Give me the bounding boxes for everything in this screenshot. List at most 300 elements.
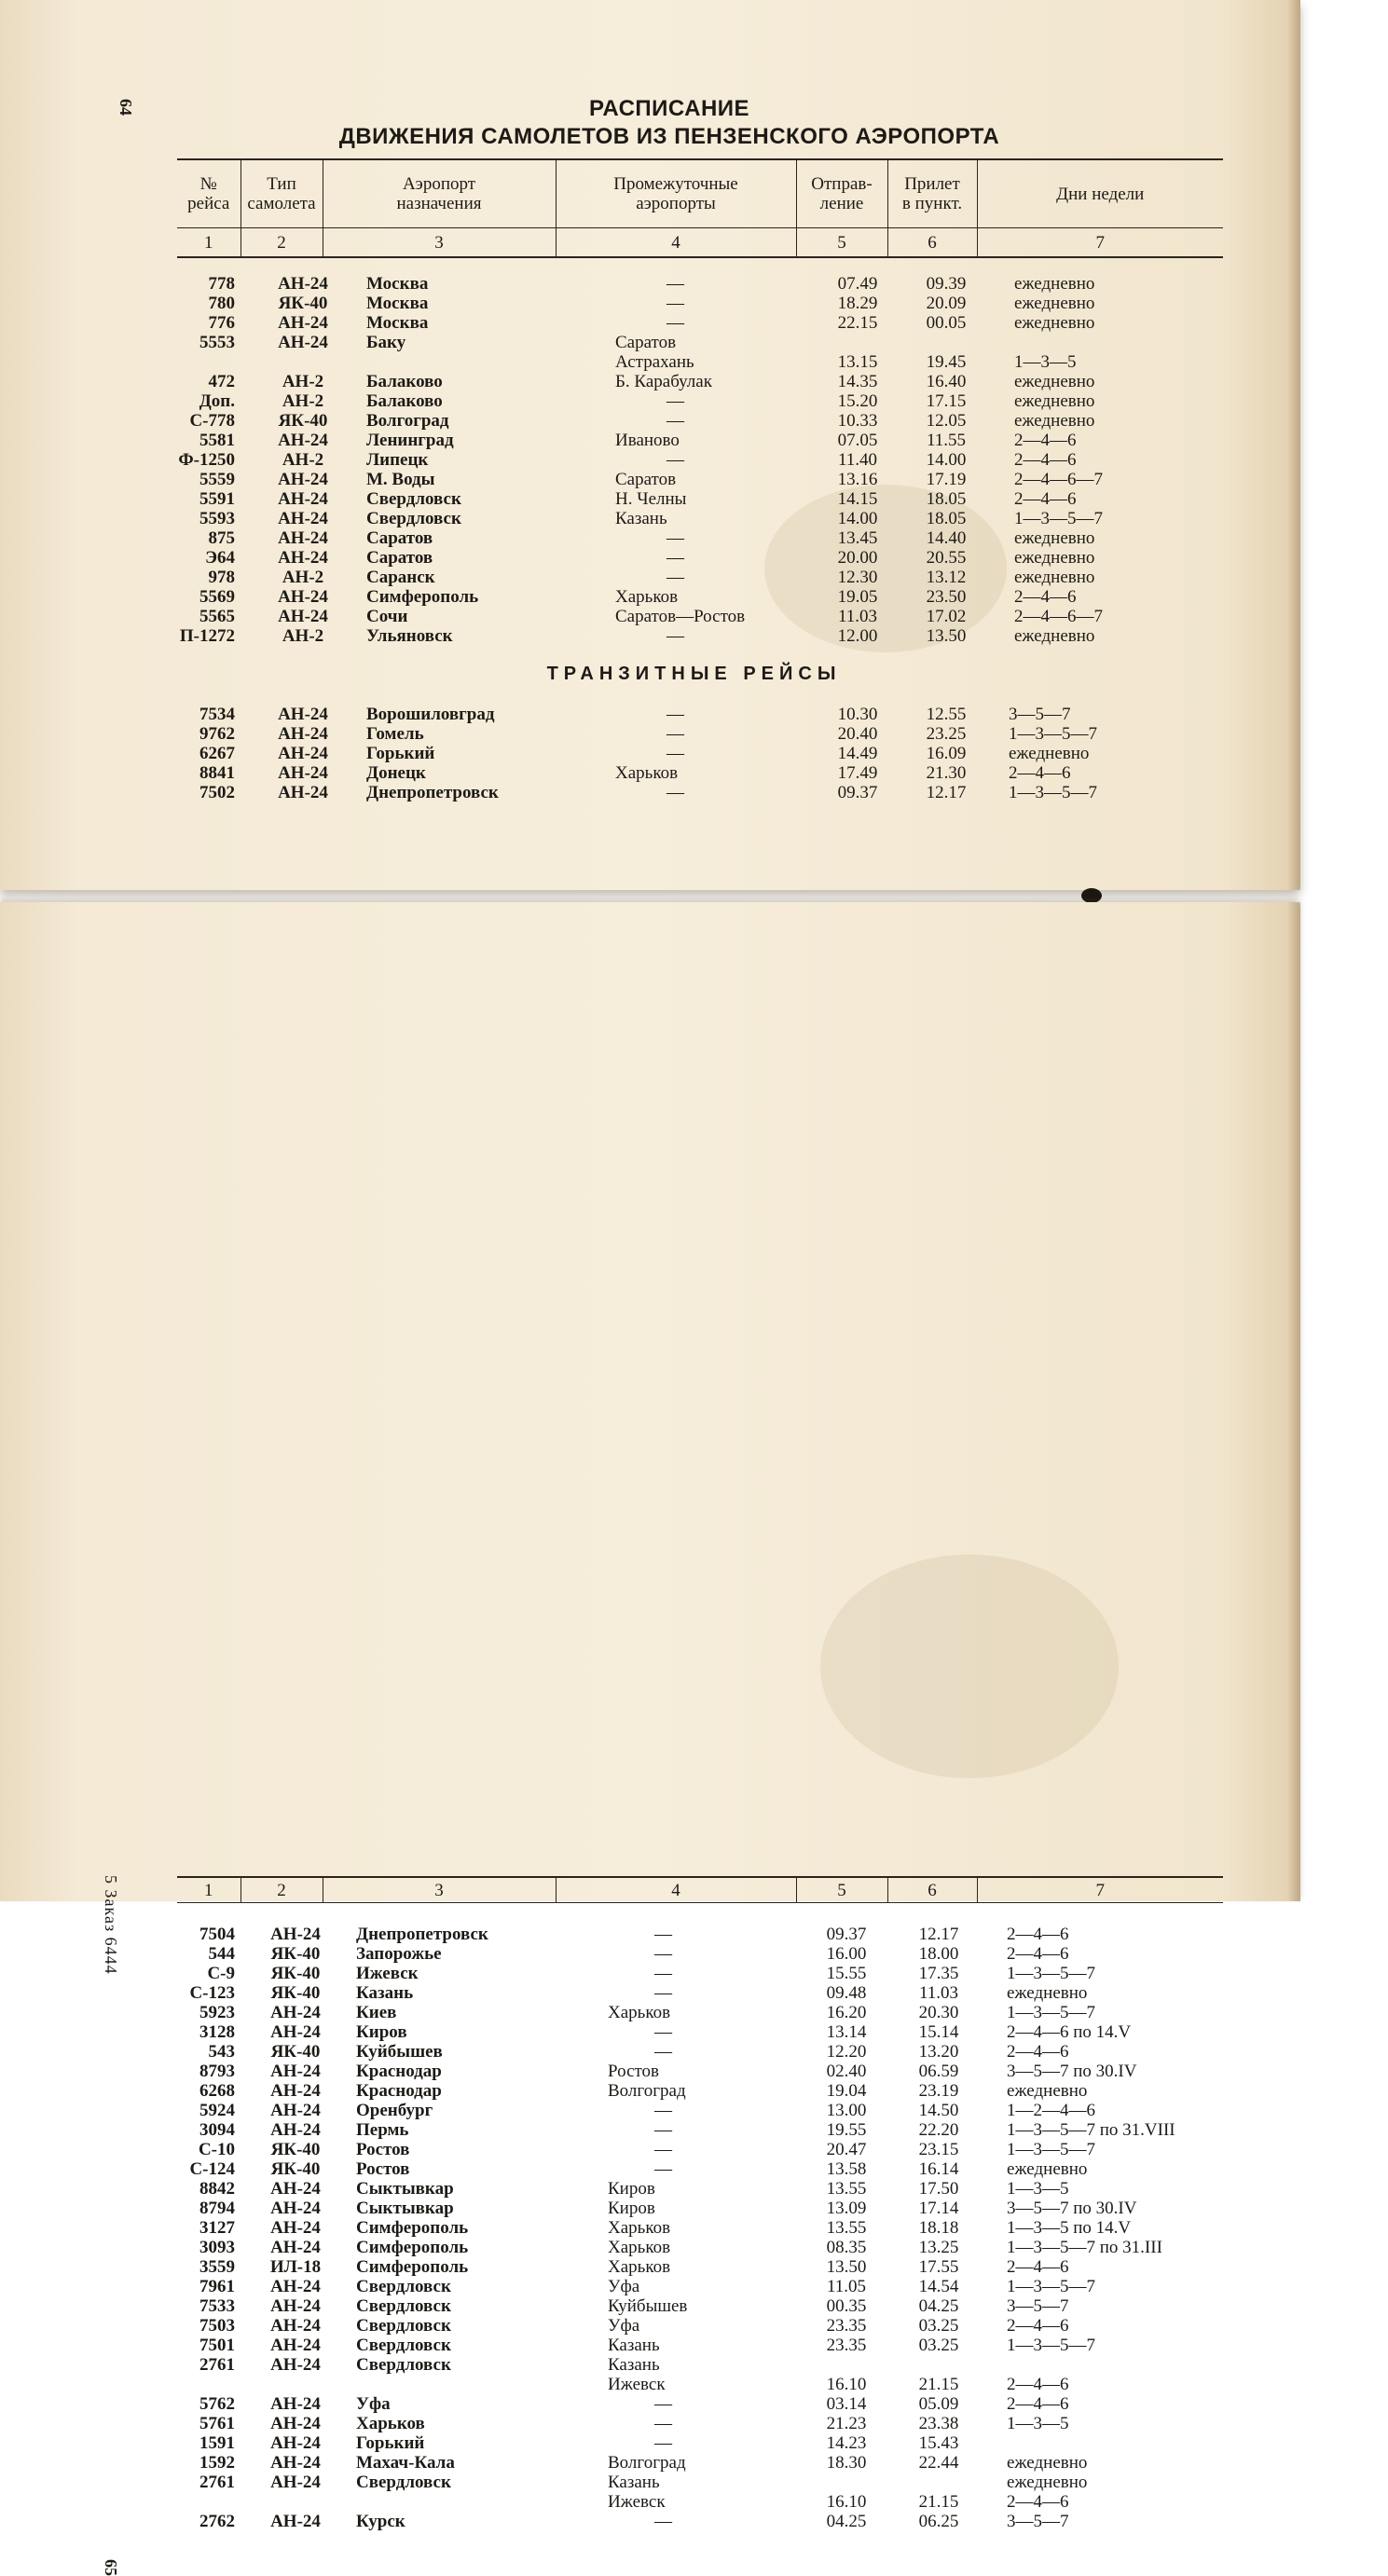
intermediate-airports: Н. Челны <box>615 489 687 509</box>
order-note: 5 Заказ 6444 <box>102 1875 120 1975</box>
destination: М. Воды <box>366 470 435 489</box>
aircraft-type: АН-24 <box>270 2316 321 2336</box>
intermediate-airports: — <box>654 2120 672 2140</box>
table-row <box>0 450 1300 470</box>
table-row <box>0 2492 1300 2512</box>
departure-time: 16.10 <box>826 2492 867 2512</box>
days-of-week: ежедневно <box>1014 626 1095 646</box>
aircraft-type: АН-24 <box>278 744 328 763</box>
flight-number: 3127 <box>199 2218 235 2238</box>
aircraft-type: АН-24 <box>278 470 328 489</box>
aircraft-type: АН-24 <box>278 509 328 528</box>
schedule-subtitle: ДВИЖЕНИЯ САМОЛЕТОВ ИЗ ПЕНЗЕНСКОГО АЭРОПОРТА <box>338 124 1000 149</box>
intermediate-airports: — <box>654 2512 672 2531</box>
arrival-time: 22.44 <box>918 2453 959 2473</box>
flights-list <box>0 274 1300 646</box>
table-row <box>0 2101 1300 2120</box>
aircraft-type: АН-24 <box>270 2453 321 2473</box>
intermediate-airports: — <box>667 391 684 411</box>
destination: Симферополь <box>366 587 479 607</box>
intermediate-airports: — <box>667 548 684 568</box>
destination: Горький <box>356 2433 425 2453</box>
aircraft-type: АН-24 <box>270 2003 321 2022</box>
intermediate-airports: Харьков <box>615 763 679 783</box>
destination: Симферополь <box>356 2218 469 2238</box>
arrival-time: 11.03 <box>918 1983 959 2003</box>
days-of-week: 2—4—6 <box>1009 763 1071 783</box>
days-of-week: ежедневно <box>1014 313 1095 333</box>
departure-time: 02.40 <box>826 2062 867 2081</box>
days-of-week: ежедневно <box>1014 372 1095 391</box>
destination: Киров <box>356 2022 407 2042</box>
days-of-week: 3—5—7 по 30.IV <box>1007 2199 1137 2218</box>
header-col-7: Дни недели <box>977 159 1223 228</box>
days-of-week: 1—3—5—7 <box>1007 2003 1095 2022</box>
departure-time: 12.30 <box>837 568 878 587</box>
aircraft-type: АН-24 <box>278 724 328 744</box>
arrival-time: 13.25 <box>918 2238 959 2257</box>
departure-time: 11.05 <box>826 2277 867 2296</box>
flight-number: С-124 <box>189 2159 235 2179</box>
flight-number: С-10 <box>198 2140 235 2159</box>
intermediate-airports: Куйбышев <box>608 2296 688 2316</box>
table-row <box>0 607 1300 626</box>
destination: Ленинград <box>366 431 454 450</box>
header-col-number: 1 <box>204 1880 213 1900</box>
days-of-week: ежедневно <box>1007 1983 1088 2003</box>
departure-time: 19.55 <box>826 2120 867 2140</box>
arrival-time: 00.05 <box>926 313 967 333</box>
flight-number: 1592 <box>199 2453 235 2473</box>
arrival-time: 15.14 <box>918 2022 959 2042</box>
table-row <box>0 2336 1300 2355</box>
destination: Баку <box>366 333 406 352</box>
departure-time: 18.29 <box>837 294 878 313</box>
table-row <box>0 2296 1300 2316</box>
header-col-number: 7 <box>977 1877 1223 1903</box>
flight-number: 5924 <box>199 2101 235 2120</box>
arrival-time: 09.39 <box>926 274 967 294</box>
departure-time: 20.00 <box>837 548 878 568</box>
intermediate-airports: — <box>654 2433 672 2453</box>
destination: Горький <box>366 744 435 763</box>
header-col-number: 4 <box>556 1877 796 1903</box>
intermediate-airports: Саратов <box>615 333 677 352</box>
table-row <box>0 431 1300 450</box>
days-of-week: ежедневно <box>1007 2473 1088 2492</box>
departure-time: 23.35 <box>826 2336 867 2355</box>
days-of-week: 1—3—5 по 14.V <box>1007 2218 1132 2238</box>
aircraft-type: АН-24 <box>278 783 328 802</box>
table-row <box>0 2140 1300 2159</box>
intermediate-airports: Саратов—Ростов <box>615 607 746 626</box>
table-row <box>0 313 1300 333</box>
arrival-time: 18.05 <box>926 489 967 509</box>
flight-number: С-123 <box>189 1983 235 2003</box>
destination: Курск <box>356 2512 405 2531</box>
destination: Свердловск <box>356 2355 451 2375</box>
aircraft-type: ЯК-40 <box>270 2159 321 2179</box>
arrival-time: 17.55 <box>918 2257 959 2277</box>
days-of-week: 2—4—6 <box>1007 2042 1069 2062</box>
table-row <box>0 2042 1300 2062</box>
header-numbers-row <box>177 228 1223 258</box>
aircraft-type: АН-24 <box>270 2062 321 2081</box>
intermediate-airports: Казань <box>608 2355 660 2375</box>
departure-time: 14.23 <box>826 2433 867 2453</box>
arrival-time: 16.14 <box>918 2159 959 2179</box>
arrival-time: 15.43 <box>918 2433 959 2453</box>
destination: Симферополь <box>356 2257 469 2277</box>
destination: Краснодар <box>356 2062 442 2081</box>
table-row <box>0 2453 1300 2473</box>
departure-time: 09.37 <box>826 1925 867 1944</box>
arrival-time: 23.15 <box>918 2140 959 2159</box>
intermediate-airports: — <box>667 744 684 763</box>
departure-time: 17.49 <box>837 763 878 783</box>
aircraft-type: АН-24 <box>270 2081 321 2101</box>
days-of-week: 1—3—5—7 <box>1009 783 1097 802</box>
arrival-time: 18.05 <box>926 509 967 528</box>
aircraft-type: АН-2 <box>282 372 324 391</box>
destination: Киев <box>356 2003 397 2022</box>
destination: Свердловск <box>356 2473 451 2492</box>
destination: Сочи <box>366 607 408 626</box>
table-row <box>0 2022 1300 2042</box>
header-col-number: 3 <box>323 228 556 258</box>
aircraft-type: АН-24 <box>270 2433 321 2453</box>
arrival-time: 14.54 <box>918 2277 959 2296</box>
days-of-week: ежедневно <box>1014 411 1095 431</box>
destination: Свердловск <box>356 2277 451 2296</box>
table-row <box>0 626 1300 646</box>
flight-number: 778 <box>208 274 235 294</box>
aircraft-type: АН-24 <box>278 489 328 509</box>
flight-number: Доп. <box>199 391 235 411</box>
days-of-week: ежедневно <box>1007 2081 1088 2101</box>
departure-time: 13.50 <box>826 2257 867 2277</box>
aircraft-type: АН-24 <box>278 333 328 352</box>
departure-time: 11.03 <box>837 607 878 626</box>
days-of-week: ежедневно <box>1014 391 1095 411</box>
aircraft-type: АН-24 <box>278 705 328 724</box>
intermediate-airports: Ростов <box>608 2062 660 2081</box>
table-row <box>0 2120 1300 2140</box>
schedule-header <box>177 158 1223 258</box>
aircraft-type: АН-24 <box>270 2022 321 2042</box>
flight-number: 3093 <box>199 2238 235 2257</box>
ink-blot <box>1081 888 1102 903</box>
flight-number: 7502 <box>199 783 235 802</box>
table-row <box>0 705 1300 724</box>
destination: Махач-Кала <box>356 2453 455 2473</box>
departure-time: 16.20 <box>826 2003 867 2022</box>
departure-time: 04.25 <box>826 2512 867 2531</box>
intermediate-airports: Киров <box>608 2179 655 2199</box>
departure-time: 09.37 <box>837 783 878 802</box>
aircraft-type: АН-2 <box>282 450 324 470</box>
intermediate-airports: — <box>654 1944 672 1964</box>
destination: Свердловск <box>356 2296 451 2316</box>
days-of-week: ежедневно <box>1007 2453 1088 2473</box>
page-edge-shadow <box>1287 902 1300 1901</box>
flight-number: 7501 <box>199 2336 235 2355</box>
destination: Днепропетровск <box>366 783 499 802</box>
arrival-time: 11.55 <box>926 431 967 450</box>
destination: Гомель <box>366 724 424 744</box>
aircraft-type: АН-2 <box>282 568 324 587</box>
transit-heading: ТРАНЗИТНЫЕ РЕЙСЫ <box>546 664 842 684</box>
departure-time: 10.30 <box>837 705 878 724</box>
aircraft-type: АН-24 <box>270 2199 321 2218</box>
destination: Волгоград <box>366 411 449 431</box>
days-of-week: 2—4—6 <box>1007 2492 1069 2512</box>
arrival-time: 21.15 <box>918 2375 959 2394</box>
days-of-week: 2—4—6 <box>1007 1944 1069 1964</box>
arrival-time: 17.15 <box>926 391 967 411</box>
days-of-week: ежедневно <box>1007 2159 1088 2179</box>
aircraft-type: АН-24 <box>270 2101 321 2120</box>
flight-number: 543 <box>208 2042 235 2062</box>
table-row <box>0 411 1300 431</box>
days-of-week: 1—3—5—7 <box>1014 509 1103 528</box>
header-col-number: 6 <box>887 1877 977 1903</box>
days-of-week: 1—3—5—7 <box>1007 1964 1095 1983</box>
days-of-week: 2—4—6—7 <box>1014 607 1103 626</box>
departure-time: 23.35 <box>826 2316 867 2336</box>
header-col-number: 2 <box>240 228 323 258</box>
table-row <box>0 489 1300 509</box>
header-col-number: 5 <box>796 228 887 258</box>
destination: Москва <box>366 313 429 333</box>
table-row <box>0 1944 1300 1964</box>
days-of-week: ежедневно <box>1014 294 1095 313</box>
aircraft-type: ЯК-40 <box>270 2042 321 2062</box>
table-row <box>0 274 1300 294</box>
table-row <box>0 2179 1300 2199</box>
table-row <box>0 2218 1300 2238</box>
table-row <box>0 783 1300 802</box>
departure-time: 12.00 <box>837 626 878 646</box>
table-row <box>0 548 1300 568</box>
flight-number: П-1272 <box>179 626 235 646</box>
departure-time: 15.20 <box>837 391 878 411</box>
arrival-time: 04.25 <box>918 2296 959 2316</box>
arrival-time: 03.25 <box>918 2316 959 2336</box>
intermediate-airports: Б. Карабулак <box>615 372 712 391</box>
intermediate-airports: — <box>654 2022 672 2042</box>
destination: Ульяновск <box>366 626 453 646</box>
days-of-week: 2—4—6 <box>1007 2257 1069 2277</box>
departure-time: 13.15 <box>837 352 878 372</box>
aircraft-type: ЯК-40 <box>270 2140 321 2159</box>
intermediate-airports: Саратов <box>615 470 677 489</box>
flight-number: 5559 <box>199 470 235 489</box>
intermediate-airports: — <box>667 783 684 802</box>
departure-time: 19.04 <box>826 2081 867 2101</box>
departure-time: 13.45 <box>837 528 878 548</box>
departure-time: 09.48 <box>826 1983 867 2003</box>
flight-number: 5553 <box>199 333 235 352</box>
page-number-bottom: 65 <box>102 2559 120 2576</box>
aircraft-type: ЯК-40 <box>270 1944 321 1964</box>
arrival-time: 22.20 <box>918 2120 959 2140</box>
destination: Сыктывкар <box>356 2179 454 2199</box>
table-row <box>0 2512 1300 2531</box>
arrival-time: 23.38 <box>918 2414 959 2433</box>
table-row <box>0 509 1300 528</box>
destination: Пермь <box>356 2120 409 2140</box>
flight-number: 978 <box>208 568 235 587</box>
intermediate-airports: Уфа <box>608 2277 640 2296</box>
destination: Ворошиловград <box>366 705 495 724</box>
arrival-time: 20.30 <box>918 2003 959 2022</box>
days-of-week: 1—3—5—7 <box>1007 2336 1095 2355</box>
flight-number: 780 <box>208 294 235 313</box>
departure-time: 13.58 <box>826 2159 867 2179</box>
destination: Москва <box>366 274 429 294</box>
days-of-week: 2—4—6—7 <box>1014 470 1103 489</box>
flight-number: 1591 <box>199 2433 235 2453</box>
arrival-time: 03.25 <box>918 2336 959 2355</box>
departure-time: 13.14 <box>826 2022 867 2042</box>
arrival-time: 14.50 <box>918 2101 959 2120</box>
destination: Донецк <box>366 763 426 783</box>
days-of-week: 2—4—6 <box>1014 431 1077 450</box>
intermediate-airports: Ижевск <box>608 2375 666 2394</box>
departure-time: 14.35 <box>837 372 878 391</box>
flight-number: 2761 <box>199 2473 235 2492</box>
days-of-week: 3—5—7 <box>1007 2512 1069 2531</box>
header-numbers-row <box>177 1877 1223 1903</box>
header-col-number: 6 <box>887 228 977 258</box>
header-col-number: 3 <box>323 1877 556 1903</box>
departure-time: 21.23 <box>826 2414 867 2433</box>
destination: Казань <box>356 1983 414 2003</box>
departure-time: 10.33 <box>837 411 878 431</box>
flight-number: Э64 <box>205 548 235 568</box>
arrival-time: 17.35 <box>918 1964 959 1983</box>
intermediate-airports: — <box>654 2101 672 2120</box>
destination: Ижевск <box>356 1964 419 1983</box>
table-row <box>0 372 1300 391</box>
header-col-2: Тип самолета <box>240 159 323 228</box>
intermediate-airports: Иваново <box>615 431 680 450</box>
transit-flights-list <box>0 705 1300 802</box>
departure-time: 14.00 <box>837 509 878 528</box>
flight-number: 7961 <box>199 2277 235 2296</box>
days-of-week: 2—4—6 <box>1014 587 1077 607</box>
departure-time: 20.47 <box>826 2140 867 2159</box>
days-of-week: 2—4—6 <box>1007 2316 1069 2336</box>
aircraft-type: АН-24 <box>270 2179 321 2199</box>
departure-time: 07.49 <box>837 274 878 294</box>
destination: Саранск <box>366 568 435 587</box>
destination: Оренбург <box>356 2101 433 2120</box>
aircraft-type: ЯК-40 <box>278 294 328 313</box>
days-of-week: ежедневно <box>1014 528 1095 548</box>
aircraft-type: АН-24 <box>270 2336 321 2355</box>
departure-time: 13.00 <box>826 2101 867 2120</box>
intermediate-airports: — <box>654 2159 672 2179</box>
destination: Свердловск <box>356 2336 451 2355</box>
table-row <box>0 2081 1300 2101</box>
departure-time: 13.55 <box>826 2218 867 2238</box>
arrival-time: 16.09 <box>926 744 967 763</box>
arrival-time: 23.19 <box>918 2081 959 2101</box>
flight-number: 8793 <box>199 2062 235 2081</box>
intermediate-airports: — <box>654 2042 672 2062</box>
table-row <box>0 2199 1300 2218</box>
header-col-4: Промежуточные аэропорты <box>556 159 796 228</box>
arrival-time: 06.59 <box>918 2062 959 2081</box>
flight-number: Ф-1250 <box>178 450 235 470</box>
intermediate-airports: — <box>654 1964 672 1983</box>
aircraft-type: АН-24 <box>270 2355 321 2375</box>
page-number-top: 64 <box>117 99 135 116</box>
intermediate-airports: Харьков <box>608 2257 671 2277</box>
table-row <box>0 2375 1300 2394</box>
arrival-time: 12.17 <box>918 1925 959 1944</box>
arrival-time: 14.40 <box>926 528 967 548</box>
flight-number: 5581 <box>199 431 235 450</box>
flight-number: 3128 <box>199 2022 235 2042</box>
schedule-header-continued <box>177 1876 1223 1903</box>
flight-number: 875 <box>208 528 235 548</box>
arrival-time: 12.55 <box>926 705 967 724</box>
flight-number: С-778 <box>189 411 235 431</box>
arrival-time: 20.55 <box>926 548 967 568</box>
arrival-time: 17.02 <box>926 607 967 626</box>
days-of-week: 1—3—5 <box>1007 2179 1069 2199</box>
table-row <box>0 2062 1300 2081</box>
arrival-time: 05.09 <box>918 2394 959 2414</box>
arrival-time: 20.09 <box>926 294 967 313</box>
intermediate-airports: Волгоград <box>608 2081 686 2101</box>
table-row <box>0 724 1300 744</box>
flight-number: 472 <box>208 372 235 391</box>
intermediate-airports: — <box>654 2140 672 2159</box>
table-row <box>0 2003 1300 2022</box>
table-row <box>0 2257 1300 2277</box>
departure-time: 00.35 <box>826 2296 867 2316</box>
arrival-time: 21.30 <box>926 763 967 783</box>
flight-number: 776 <box>208 313 235 333</box>
flight-number: 2762 <box>199 2512 235 2531</box>
intermediate-airports: — <box>667 568 684 587</box>
page-64 <box>0 0 1300 890</box>
days-of-week: 1—3—5 <box>1014 352 1077 372</box>
aircraft-type: АН-24 <box>270 2218 321 2238</box>
departure-time: 03.14 <box>826 2394 867 2414</box>
flight-number: 5565 <box>199 607 235 626</box>
table-row <box>0 568 1300 587</box>
aircraft-type: АН-24 <box>278 274 328 294</box>
schedule-title: РАСПИСАНИЕ <box>588 96 750 121</box>
intermediate-airports: Киров <box>608 2199 655 2218</box>
departure-time: 11.40 <box>837 450 878 470</box>
table-row <box>0 333 1300 352</box>
flight-number: 3559 <box>199 2257 235 2277</box>
arrival-time: 21.15 <box>918 2492 959 2512</box>
table-row <box>0 352 1300 372</box>
days-of-week: 1—3—5—7 по 31.III <box>1007 2238 1162 2257</box>
intermediate-airports: — <box>654 1983 672 2003</box>
flight-number: 7503 <box>199 2316 235 2336</box>
flight-number: 7533 <box>199 2296 235 2316</box>
intermediate-airports: Харьков <box>608 2003 671 2022</box>
page-65 <box>0 902 1300 2576</box>
